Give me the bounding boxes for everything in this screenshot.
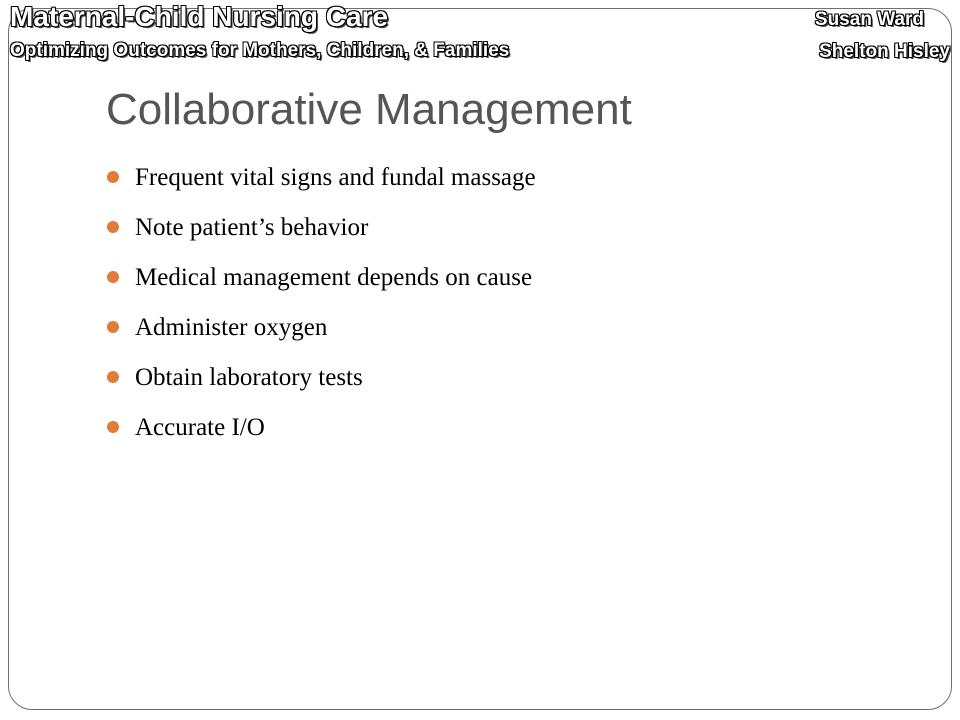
book-title: Maternal-Child Nursing Care bbox=[10, 1, 389, 32]
bullet-text: Note patient’s behavior bbox=[135, 214, 369, 241]
bullet-dot-icon bbox=[107, 371, 119, 383]
bullet-dot-icon bbox=[107, 221, 119, 233]
slide-title: Collaborative Management bbox=[106, 85, 632, 134]
bullet-text: Administer oxygen bbox=[135, 314, 328, 341]
book-subtitle: Optimizing Outcomes for Mothers, Children, & Families bbox=[10, 40, 510, 61]
bullet-item bbox=[106, 406, 536, 456]
author-name: Susan Ward bbox=[814, 9, 924, 30]
bullet-text: Medical management depends on cause bbox=[135, 264, 533, 291]
bullet-dot-icon bbox=[107, 271, 119, 283]
bullet-text: Frequent vital signs and fundal massage bbox=[135, 164, 536, 191]
bullet-text: Accurate I/O bbox=[135, 414, 265, 441]
bullet-dot-icon bbox=[107, 171, 119, 183]
bullet-text: Obtain laboratory tests bbox=[135, 364, 363, 391]
bullet-item bbox=[106, 306, 536, 356]
bullet-item bbox=[106, 206, 536, 256]
bullet-item bbox=[106, 156, 536, 206]
bullet-dot-icon bbox=[107, 421, 119, 433]
bullet-item bbox=[106, 356, 536, 406]
bullet-item bbox=[106, 256, 536, 306]
author-name: Shelton Hisley bbox=[819, 41, 950, 62]
bullet-list bbox=[106, 156, 536, 456]
bullet-dot-icon bbox=[107, 321, 119, 333]
